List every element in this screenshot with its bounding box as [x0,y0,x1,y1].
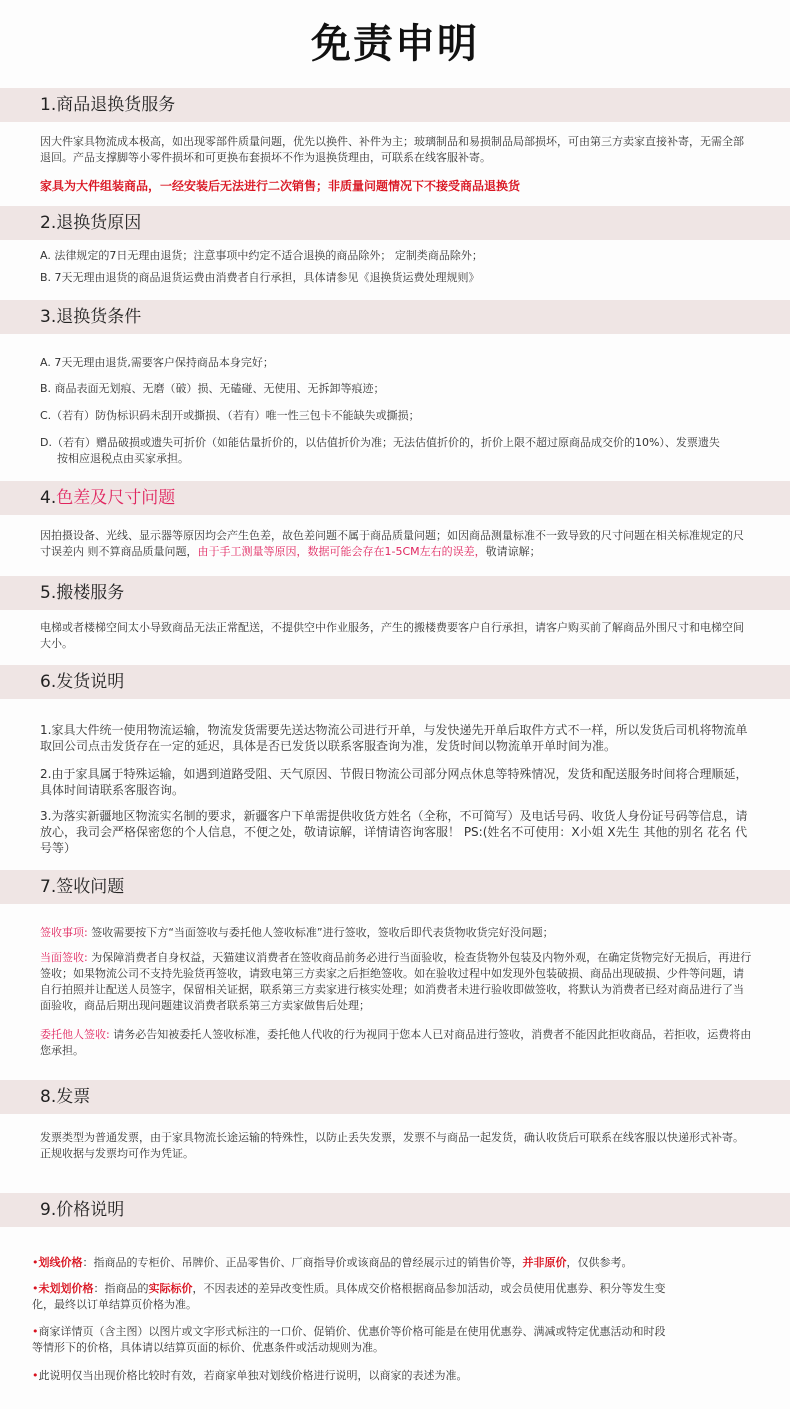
price-red-1: 并非原价 [522,1256,567,1269]
conditions-d [40,435,752,467]
shipping-p2: 2.由于家具属于特殊运输，如遇到道路受阻、天气原因、节假日物流公司部分网点休息等特殊情况，发货和配送服务时间将合理顺延，具体时间请联系客服咨询。 [40,767,748,797]
shipping-p1: 1.家具大件统一使用物流运输，物流发货需要先送达物流公司进行开单，与发快递先开单后取件方式不一样，所以发货后司机将物流单取回公司点击发货存在一定的延迟，具体是否已发货以联系客服查询为准，发货时间以物流单开单时间为准。 [40,723,748,753]
section-heading-price: 9.价格说明 [0,1193,790,1227]
signing-text-1: 签收需要按下方“当面签收与委托他人签收标准”进行签收，签收后即代表货物收货完好没问题； [87,926,554,939]
bullet-icon: • [32,1256,39,1269]
stairs-body: 电梯或者楼梯空间太小导致商品无法正常配送，不提供空中作业服务，产生的搬楼费要客户自行承担，请客户购买前了解商品外围尺寸和电梯空间大小。 [40,621,744,650]
price-text-1a: ：指商品的专柜价、吊牌价、正品零售价、厂商指导价或该商品的曾经展示过的销售价等， [82,1256,523,1269]
price-text-2b: ，不因表述的差异改变性质。具体成交价格根据商品参加活动，或会员使用优惠券、积分等发生变化，最终以订单结算页价格为准。 [32,1282,666,1311]
conditions-a: A. 7天无理由退货,需要客户保持商品本身完好； [40,356,274,369]
section-heading-color-size [0,481,790,515]
signing-label-1: 签收事项: [40,926,88,939]
section-heading-stairs: 5.搬楼服务 [0,576,790,610]
bullet-icon: • [32,1282,39,1295]
conditions-c: C.（若有）防伪标识码未刮开或撕损、（若有）唯一性三包卡不能缺失或撕损； [40,409,420,422]
price-label-2: 未划划价格 [38,1282,94,1295]
section-heading-reasons: 2.退换货原因 [0,206,790,240]
conditions-d-line1: D.（若有）赠品破损或遗失可折价（如能估量折价的，以估值折价为准；无法估值折价的，折价上限不超过原商品成交价的10%）、发票遗失 [40,436,720,449]
signing-item-1 [40,925,752,941]
section-heading-shipping: 6.发货说明 [0,665,790,699]
signing-text-3: 请务必告知被委托人签收标准，委托他人代收的行为视同于您本人已对商品进行签收，消费者不能因此拒收商品，若拒收，运费将由您承担。 [40,1028,752,1057]
price-item-4 [32,1368,752,1384]
invoice-body: 发票类型为普通发票，由于家具物流长途运输的特殊性，以防止丢失发票，发票不与商品一起发货，确认收货后可联系在线客服以快递形式补寄。正规收据与发票均可作为凭证。 [40,1131,744,1160]
price-red-2: 实际标价 [148,1282,193,1295]
reasons-a: A. 法律规定的7日无理由退货；注意事项中约定不适合退换的商品除外； 定制类商品除外； [40,249,483,262]
price-label-1: 划线价格 [38,1256,83,1269]
color-size-heading-text: 色差及尺寸问题 [56,488,176,508]
color-size-body-b: 敬请谅解； [485,545,541,558]
returns-body: 因大件家具物流成本极高，如出现零部件质量问题，优先以换件、补件为主；玻璃制品和易损制品局部损坏，可由第三方卖家直接补寄，无需全部退回。产品支撑脚等小零件损坏和可更换布套损坏不作为退换货理由，可联系在线客服补寄。 [40,135,744,164]
section-heading-signing: 7.签收问题 [0,870,790,904]
returns-alert: 家具为大件组装商品，一经安装后无法进行二次销售；非质量问题情况下不接受商品退换货 [40,179,521,193]
price-text-1b: ，仅供参考。 [566,1256,633,1269]
color-size-body-red: 由于手工测量等原因，数据可能会存在1-5CM左右的误差， [197,545,486,558]
price-text-4: 此说明仅当出现价格比较时有效，若商家单独对划线价格进行说明，以商家的表述为准。 [38,1369,468,1382]
price-text-3: 商家详情页（含主图）以图片或文字形式标注的一口价、促销价、优惠价等价格可能是在使用优惠券、满减或特定优惠活动和时段等情形下的价格，具体请以结算页面的标价、优惠条件或活动规则为准。 [32,1325,666,1354]
signing-item-2 [40,950,752,1014]
reasons-b: B. 7天无理由退货的商品退货运费由消费者自行承担，具体请参见《退换货运费处理规则》 [40,271,480,284]
price-item-1 [32,1255,752,1271]
signing-text-2: 为保障消费者自身权益，天猫建议消费者在签收商品前务必进行当面验收，检查货物外包装及内物外观，在确定货物完好无损后，再进行签收；如果物流公司不支持先验货再签收，请致电第三方卖家之后拒绝签收。如在验收过程中如发现外包装破损、商品出现破损、少件等问题，请自行拍照并让配送人员签字，保留相关证据，联系第三方卖家进行核实处理；如消费者未进行验收即做签收，将默认为消费者已经对商品进行了当面验收，商品后期出现问题建议消费者联系第三方卖家做售后处理； [40,951,752,1012]
signing-label-2: 当面签收: [40,951,88,964]
color-size-body [40,528,752,560]
price-text-2a: ：指商品的 [93,1282,149,1295]
color-size-heading-num: 4. [40,488,57,508]
page-title: 免责申明 [311,21,479,67]
signing-label-3: 委托他人签收: [40,1028,110,1041]
conditions-d-line2: 按相应退税点由买家承担。 [57,452,189,465]
conditions-b: B. 商品表面无划痕、无磨（破）损、无磕碰、无使用、无拆卸等痕迹； [40,382,385,395]
price-item-2 [32,1281,672,1313]
bullet-icon: • [32,1369,39,1382]
signing-item-3 [40,1027,752,1059]
shipping-p3: 3.为落实新疆地区物流实名制的要求，新疆客户下单需提供收货方姓名（全称，不可简写）及电话号码、收货人身份证号码等信息，请放心，我司会严格保密您的个人信息，不便之处，敬请谅解，详情请咨询客服！ PS:(姓名不可使用：X小姐 X先生 其他的别名 花名 代号等） [40,809,748,855]
section-heading-invoice: 8.发票 [0,1080,790,1114]
section-heading-conditions: 3.退换货条件 [0,300,790,334]
bullet-icon: • [32,1325,39,1338]
color-size-body-a: 因拍摄设备、光线、显示器等原因均会产生色差，故色差问题不属于商品质量问题；如因商品测量标准不一致导致的尺寸问题在相关标准规定的尺寸误差内 则不算商品质量问题， [40,529,744,558]
price-item-3 [32,1324,672,1356]
section-heading-returns: 1.商品退换货服务 [0,88,790,122]
